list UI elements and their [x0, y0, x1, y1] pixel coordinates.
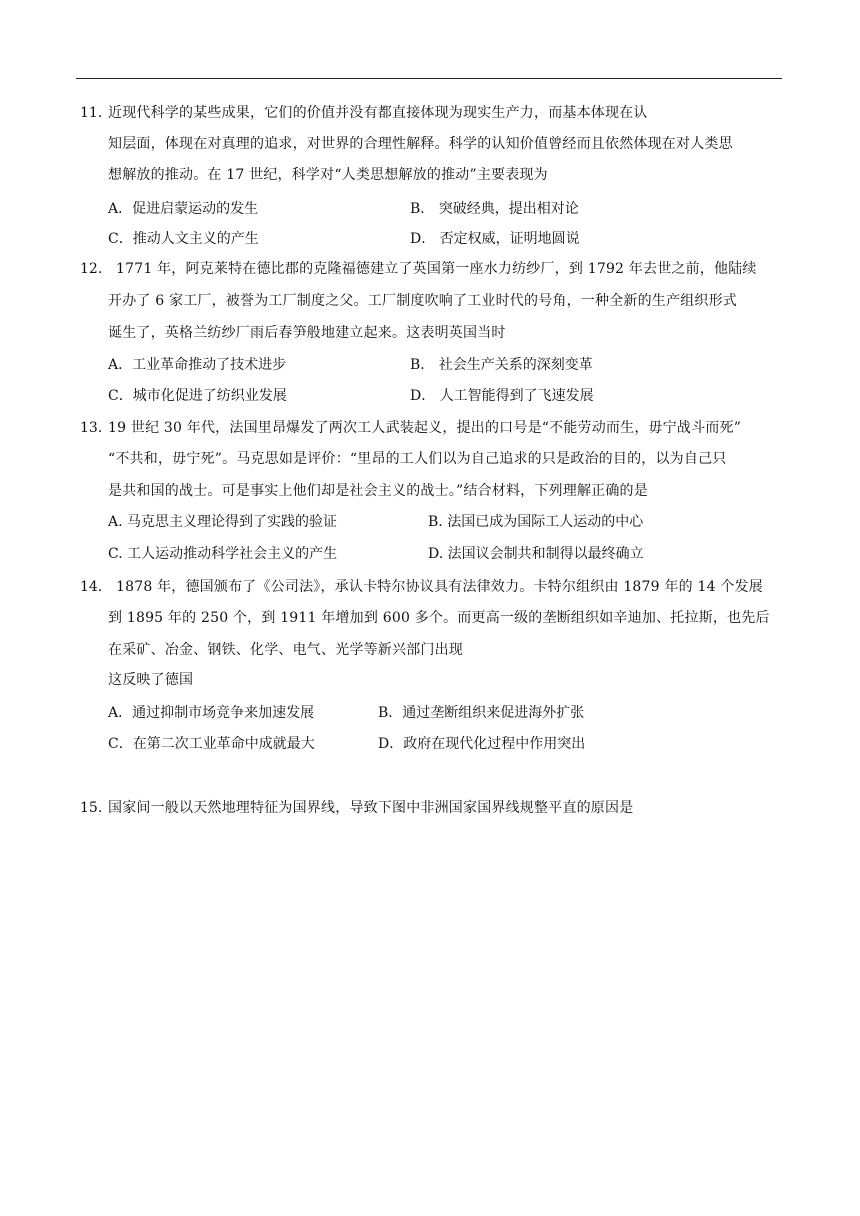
question-number: 11.	[80, 105, 103, 121]
question-text-line: 想解放的推动。在 17 世纪，科学对“人类思想解放的推动”主要表现为	[108, 167, 548, 183]
option-d[interactable]: D． 人工智能得到了飞速发展	[410, 388, 594, 404]
question-number: 15.	[80, 800, 103, 816]
header-rule	[76, 78, 782, 79]
question-text-line: 诞生了，英格兰纺纱厂雨后春笋般地建立起来。这表明英国当时	[108, 325, 506, 341]
question-text-line: 1878 年，德国颁布了《公司法》，承认卡特尔协议具有法律效力。卡特尔组织由 1879 年的 14 个发展	[116, 579, 763, 595]
question-number: 14.	[80, 579, 103, 595]
question-number: 13.	[80, 420, 103, 436]
option-d[interactable]: D. 法国议会制共和制得以最终确立	[428, 546, 644, 562]
question-text-line: 这反映了德国	[108, 672, 194, 688]
question-text-line: 到 1895 年的 250 个，到 1911 年增加到 600 多个。而更高一级的垄断组织如辛迪加、托拉斯，也先后	[108, 610, 770, 626]
question-text-line: 开办了 6 家工厂，被誉为工厂制度之父。工厂制度吹响了工业时代的号角，一种全新的生产组织形式	[108, 293, 738, 309]
option-b[interactable]: B. 法国已成为国际工人运动的中心	[428, 514, 644, 530]
option-c[interactable]: C．推动人文主义的产生	[108, 231, 259, 247]
question-text-line: “不共和，毋宁死”。马克思如是评价：“里昂的工人们以为自己追求的只是政治的目的，以为自己只	[108, 451, 727, 467]
question-number: 12.	[80, 261, 103, 277]
option-b[interactable]: B． 突破经典，提出相对论	[410, 201, 579, 217]
option-b[interactable]: B．通过垄断组织来促进海外扩张	[378, 705, 585, 721]
option-a[interactable]: A．促进启蒙运动的发生	[108, 201, 259, 217]
option-c[interactable]: C. 工人运动推动科学社会主义的产生	[108, 546, 338, 562]
option-d[interactable]: D． 否定权威，证明地圆说	[410, 231, 580, 247]
question-text-line: 在采矿、冶金、钢铁、化学、电气、光学等新兴部门出现	[108, 642, 463, 658]
option-b[interactable]: B． 社会生产关系的深刻变革	[410, 357, 593, 373]
option-d[interactable]: D．政府在现代化过程中作用突出	[378, 736, 586, 752]
question-text-line: 是共和国的战士。可是事实上他们却是社会主义的战士。”结合材料，下列理解正确的是	[108, 483, 648, 499]
option-a[interactable]: A．通过抑制市场竞争来加速发展	[108, 705, 315, 721]
option-c[interactable]: C．在第二次工业革命中成就最大	[108, 736, 315, 752]
question-text-line: 国家间一般以天然地理特征为国界线，导致下图中非洲国家国界线规整平直的原因是	[108, 800, 634, 816]
question-text-line: 近现代科学的某些成果，它们的价值并没有都直接体现为现实生产力，而基本体现在认	[108, 105, 648, 121]
option-a[interactable]: A. 马克思主义理论得到了实践的验证	[108, 514, 338, 530]
question-text-line: 1771 年，阿克莱特在德比郡的克隆福德建立了英国第一座水力纺纱厂，到 1792 年去世之前，他陆续	[116, 261, 757, 277]
question-text-line: 知层面，体现在对真理的追求，对世界的合理性解释。科学的认知价值曾经而且依然体现在对人类思	[108, 136, 733, 152]
option-c[interactable]: C．城市化促进了纺织业发展	[108, 388, 287, 404]
question-text-line: 19 世纪 30 年代，法国里昂爆发了两次工人武装起义，提出的口号是“不能劳动而生，毋宁战斗而死”	[108, 420, 742, 436]
option-a[interactable]: A．工业革命推动了技术进步	[108, 357, 287, 373]
